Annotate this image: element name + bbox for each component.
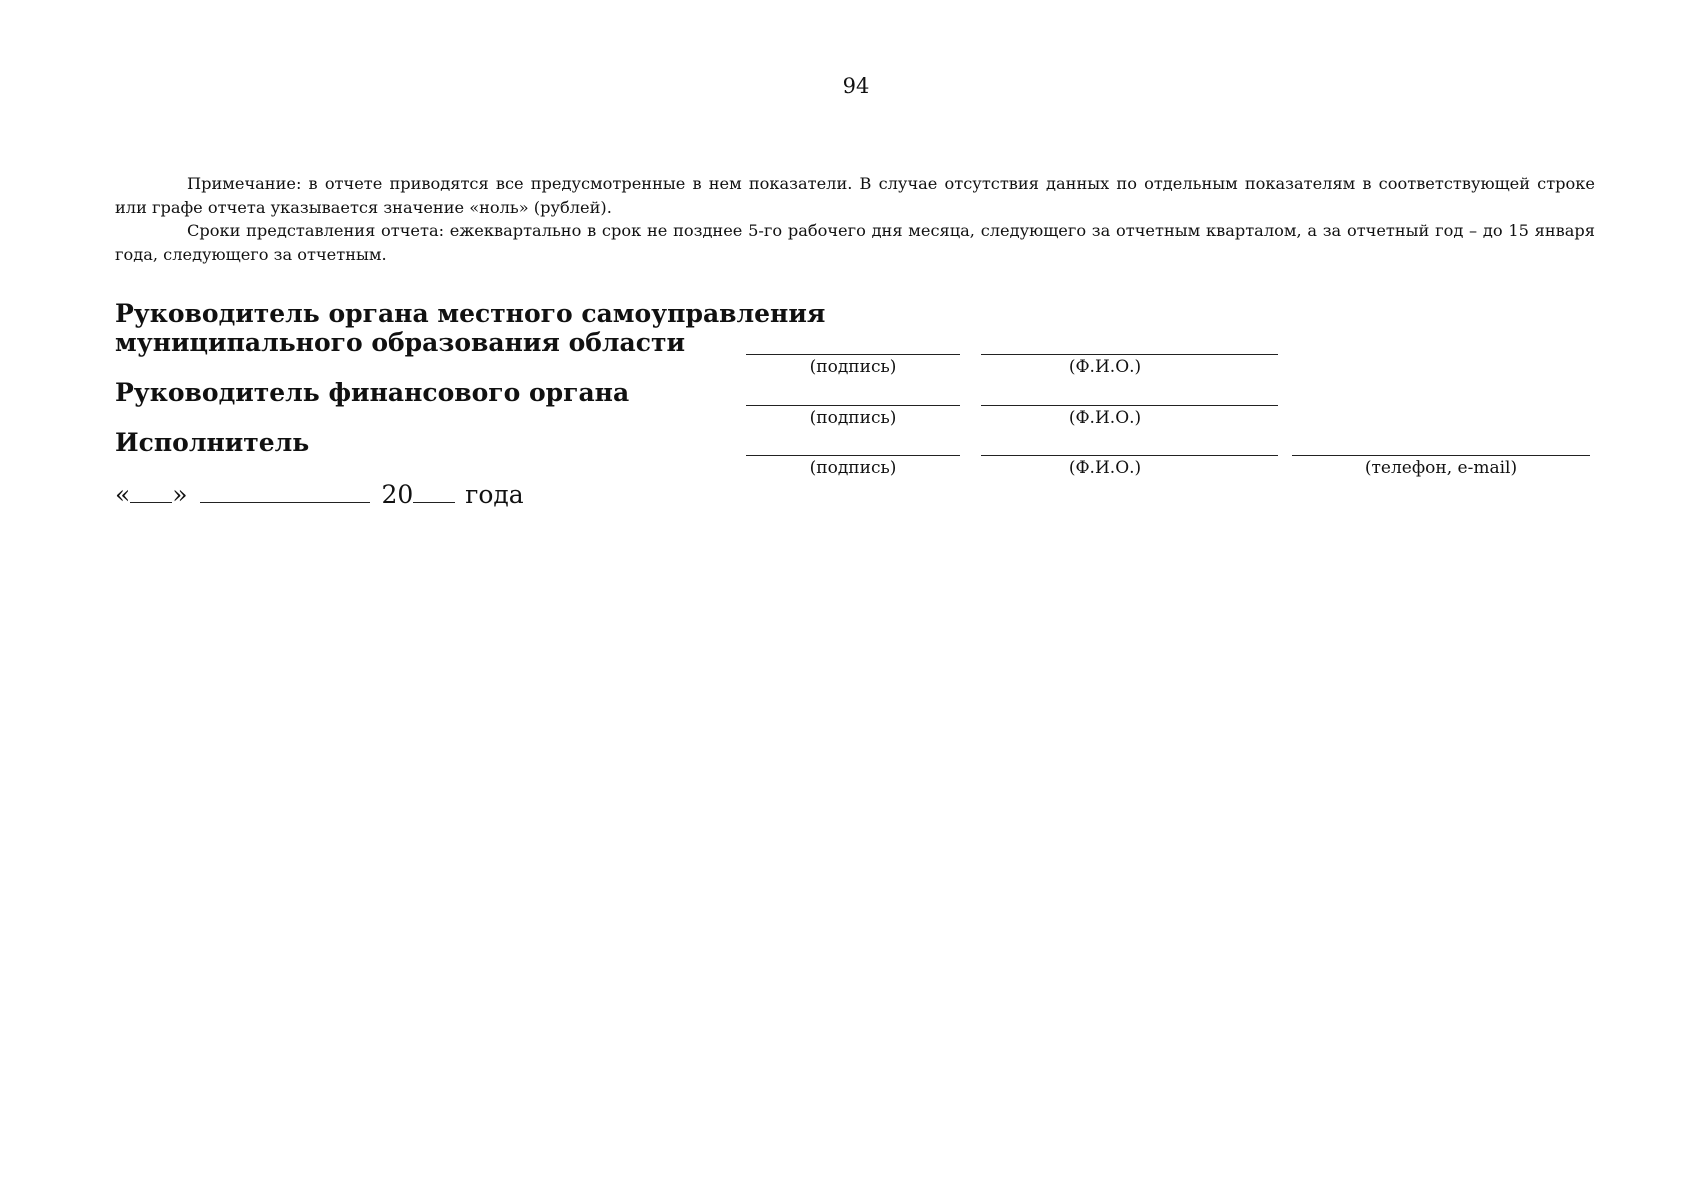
date-year-field[interactable] [413,480,455,503]
executor-signature-line[interactable] [746,455,960,456]
date-century: 20 [381,480,414,509]
executor-contact-line[interactable] [1292,455,1590,456]
head-title-line-1: Руководитель органа местного самоуправления [115,299,826,328]
executor-signature-caption: (подпись) [809,458,897,478]
date-month-field[interactable] [200,480,370,503]
executor-contact-caption: (телефон, e-mail) [1364,458,1518,478]
executor-name-line[interactable] [981,455,1278,456]
finance-head-title: Руководитель финансового органа [115,378,630,407]
head-name-caption: (Ф.И.О.) [1068,357,1142,377]
date-line [115,479,524,511]
head-signature-caption: (подпись) [809,357,897,377]
date-suffix: года [465,480,524,509]
head-signature-line[interactable] [746,354,960,355]
note-paragraph: Примечание: в отчете приводятся все предусмотренные в нем показатели. В случае отсутствия данных по отдельным показателям в соответствующей строке или графе отчета указывается значение «ноль» (рублей). [115,174,1595,217]
date-open-quote: « [115,480,131,509]
finance-signature-caption: (подпись) [809,408,897,428]
date-close-quote: » [172,480,188,509]
head-title-line-2: муниципального образования области [115,328,686,357]
date-day-field[interactable] [130,480,172,503]
finance-name-caption: (Ф.И.О.) [1068,408,1142,428]
finance-name-line[interactable] [981,405,1278,406]
executor-name-caption: (Ф.И.О.) [1068,458,1142,478]
note-block [115,172,1595,266]
deadline-paragraph: Сроки представления отчета: ежеквартально в срок не позднее 5-го рабочего дня месяца, следующего за отчетным кварталом, а за отчетный год – до 15 января года, следующего за отчетным. [115,221,1595,264]
executor-title: Исполнитель [115,428,310,457]
page-number: 94 [842,74,870,98]
finance-signature-line[interactable] [746,405,960,406]
head-name-line[interactable] [981,354,1278,355]
